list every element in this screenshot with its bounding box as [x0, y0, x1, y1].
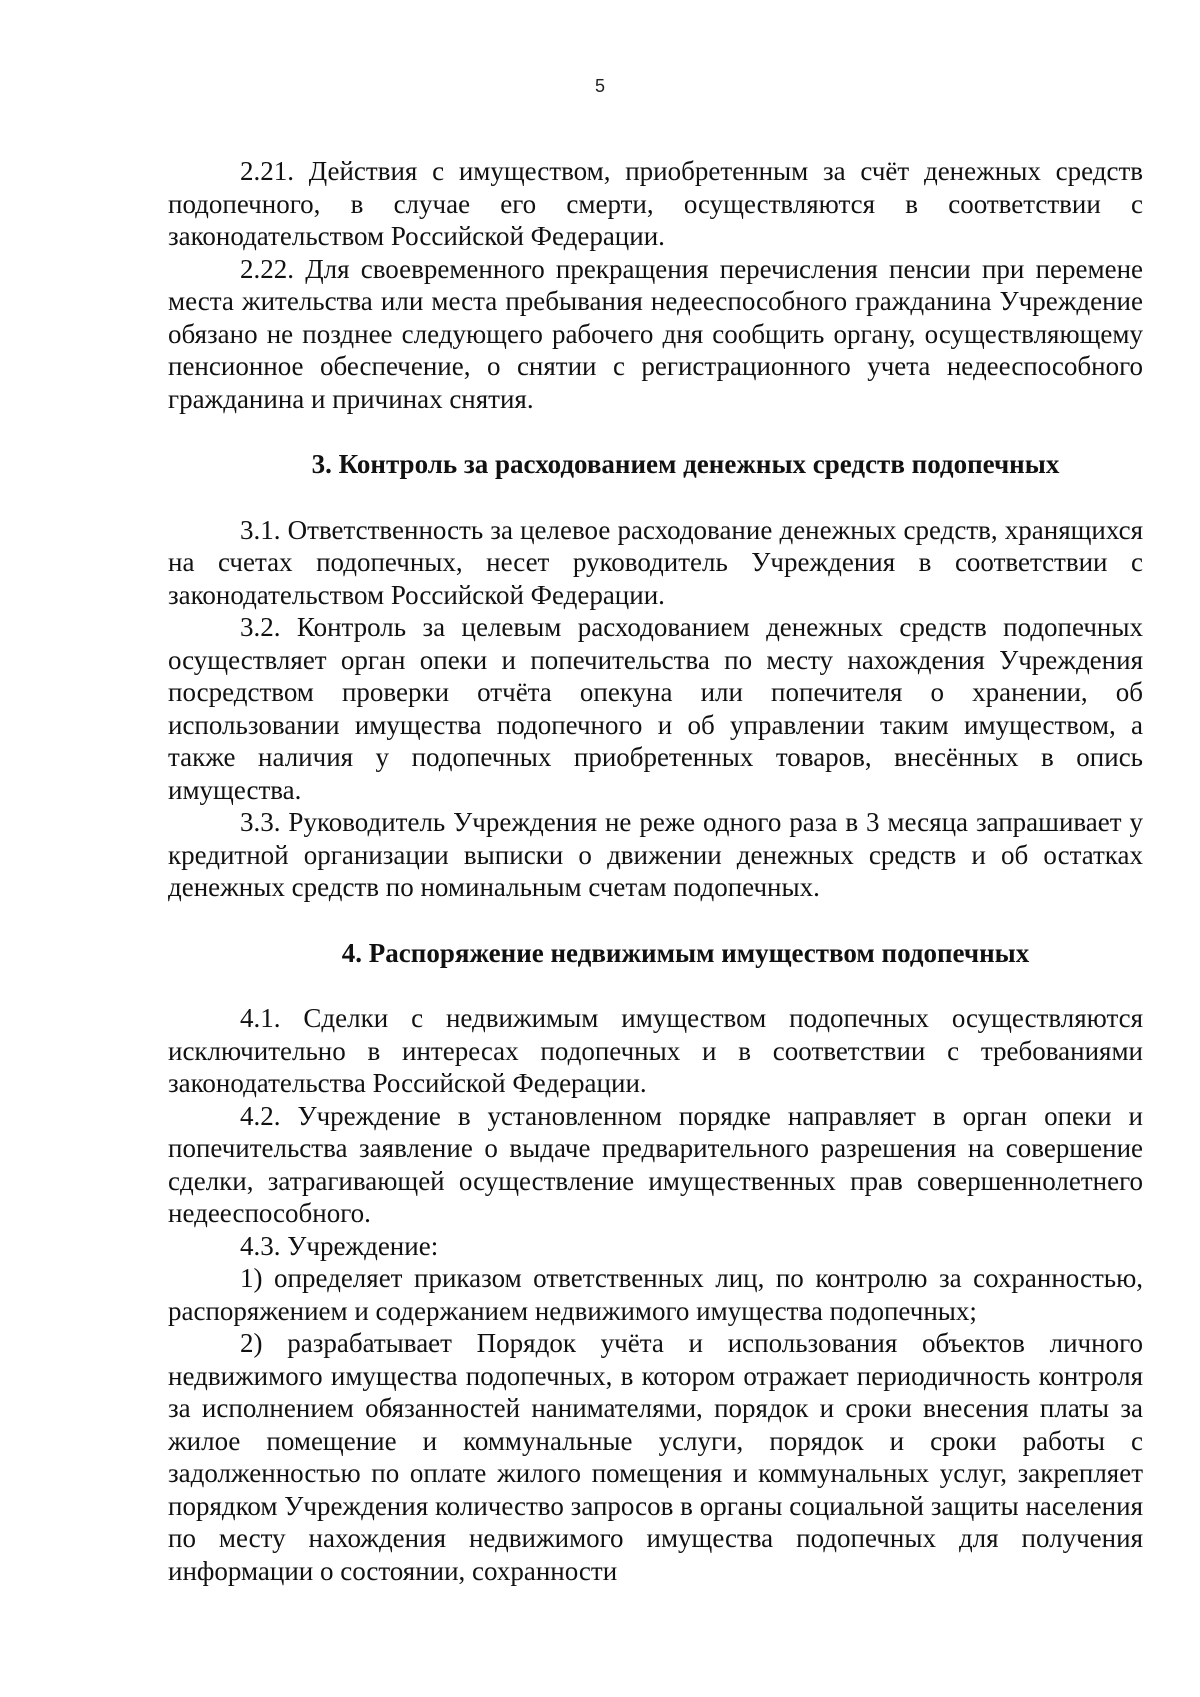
section-4-heading: 4. Распоряжение недвижимым имуществом подопечных: [341, 937, 1030, 968]
page-number: 5: [594, 76, 605, 96]
paragraph-3-1: 3.1. Ответственность за целевое расходование денежных средств, хранящихся на счетах подопечных, несет руководитель Учреждения в соответствии с законодательством Российской Федерации.: [168, 514, 1143, 610]
paragraph-2-22: 2.22. Для своевременного прекращения перечисления пенсии при перемене места жительства или места пребывания недееспособного гражданина Учреждение обязано не позднее следующего рабочего дня сообщить органу, осуществляющему пенсионное обеспечение, о снятии с регистрационного учета недееспособного гражданина и причинах снятия.: [168, 253, 1143, 414]
paragraph-3-2: 3.2. Контроль за целевым расходованием денежных средств подопечных осуществляет орган опеки и попечительства по месту нахождения Учреждения посредством проверки отчёта опекуна или попечителя о хранении, об использовании имущества подопечного и об управлении таким имуществом, а также наличия у подопечных приобретенных товаров, внесённых в опись имущества.: [168, 612, 1143, 805]
paragraph-4-1: 4.1. Сделки с недвижимым имуществом подопечных осуществляются исключительно в интересах подопечных и в соответствии с требованиями законодательства Российской Федерации.: [168, 1003, 1143, 1098]
list-item-4-3-2: 2) разрабатывает Порядок учёта и использования объектов личного недвижимого имущества подопечных, в котором отражает периодичность контроля за исполнением обязанностей нанимателями, порядок и сроки внесения платы за жилое помещение и коммунальные услуги, порядок и сроки работы с задолженностью по оплате жилого помещения и коммунальных услуг, закрепляет порядком Учреждения количество запросов в органы социальной защиты населения по месту нахождения недвижимого имущества подопечных для получения информации о состоянии, сохранности: [168, 1328, 1143, 1586]
paragraph-3-3: 3.3. Руководитель Учреждения не реже одного раза в 3 месяца запрашивает у кредитной организации выписки о движении денежных средств и об остатках денежных средств по номинальным счетам подопечных.: [168, 807, 1143, 902]
section-3-heading: 3. Контроль за расходованием денежных средств подопечных: [311, 449, 1060, 479]
list-item-4-3-1: 1) определяет приказом ответственных лиц, по контролю за сохранностью, распоряжением и содержанием недвижимого имущества подопечных;: [168, 1263, 1143, 1326]
paragraph-2-21: 2.21. Действия с имуществом, приобретенным за счёт денежных средств подопечного, в случае его смерти, осуществляются в соответствии с законодательством Российской Федерации.: [168, 156, 1143, 251]
paragraph-4-3: 4.3. Учреждение:: [240, 1230, 439, 1261]
document-body: [168, 155, 1143, 1587]
paragraph-4-2: 4.2. Учреждение в установленном порядке направляет в орган опеки и попечительства заявление о выдаче предварительного разрешения на совершение сделки, затрагивающей осуществление имущественных прав совершеннолетнего недееспособного.: [168, 1100, 1143, 1228]
